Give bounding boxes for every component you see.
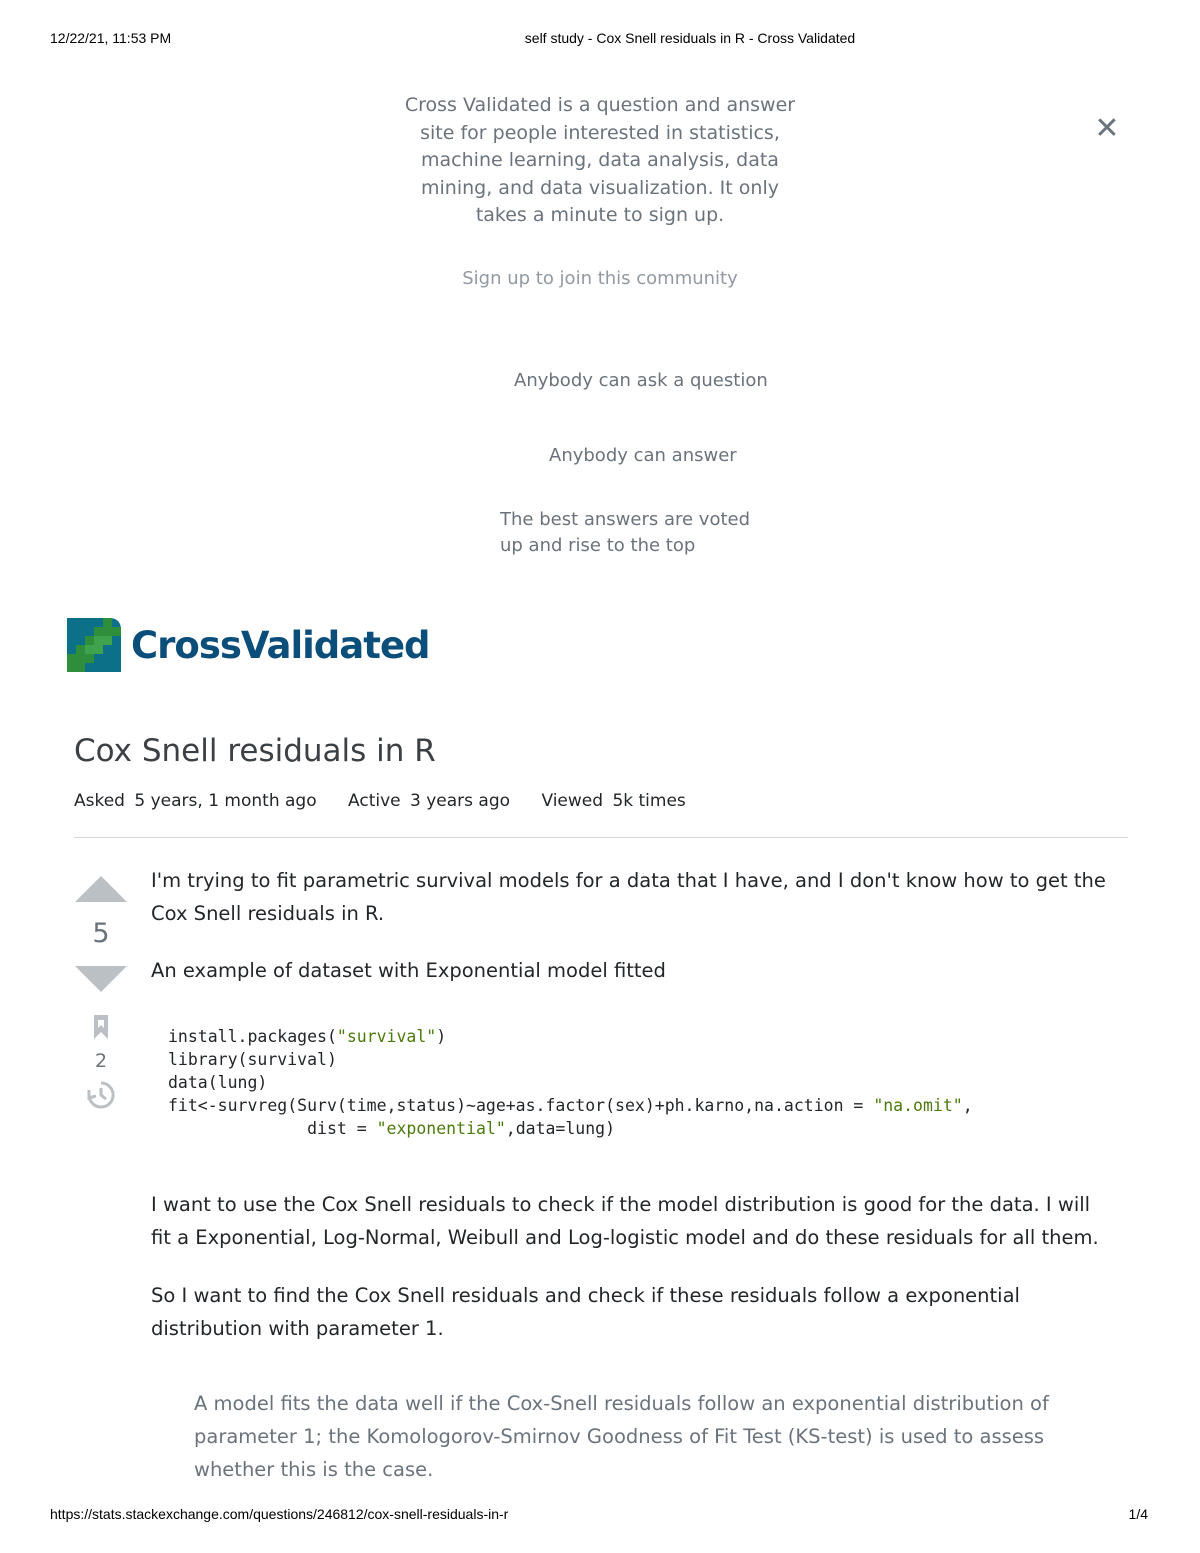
signup-description: Cross Validated is a question and answer site for people interested in statistics, machine learning, data analysis, data mining, and data visualization. It only takes a minute to sign up. [404, 94, 796, 226]
print-datetime: 12/22/21, 11:53 PM [50, 30, 172, 46]
feature-answer: Anybody can answer [549, 445, 737, 466]
close-icon[interactable]: ✕ [1094, 111, 1120, 146]
print-footer [0, 1506, 1200, 1526]
question-meta [74, 791, 712, 811]
viewed-label: Viewed [541, 791, 604, 811]
bookmark-icon[interactable] [93, 1014, 109, 1040]
question-title[interactable]: Cox Snell residuals in R [74, 733, 436, 769]
bookmark-count: 2 [94, 1050, 108, 1072]
body-paragraph-1: I'm trying to fit parametric survival models for a data that I have, and I don't know how to get the Cox Snell residuals in R. [151, 869, 1106, 925]
code-line: install.packages("survival") [168, 1027, 447, 1046]
logo-text: CrossValidated [131, 623, 430, 667]
downvote-icon[interactable] [75, 966, 127, 992]
feature-ask: Anybody can ask a question [514, 370, 768, 391]
body-paragraph-4: So I want to find the Cox Snell residuals and check if these residuals follow a exponential distribution with parameter 1. [151, 1284, 1020, 1340]
print-header [0, 30, 1200, 50]
active-label: Active [348, 791, 401, 811]
code-line: data(lung) [168, 1073, 268, 1092]
vote-count: 5 [92, 918, 110, 949]
signup-banner [0, 92, 1200, 230]
print-page-number: 1/4 [1128, 1506, 1148, 1522]
divider [74, 837, 1128, 838]
feature-voted: The best answers are voted up and rise to the top [500, 509, 751, 556]
asked-label: Asked [74, 791, 125, 811]
cross-validated-logo-icon [67, 618, 121, 672]
active-value[interactable]: 3 years ago [410, 791, 511, 811]
code-line: dist = "exponential",data=lung) [168, 1119, 616, 1138]
print-page-title: self study - Cox Snell residuals in R - Cross Validated [524, 30, 856, 46]
body-paragraph-2: An example of dataset with Exponential model fitted [151, 959, 666, 982]
vote-column [74, 876, 128, 1114]
history-icon[interactable] [86, 1080, 116, 1110]
code-line: fit<-survreg(Surv(time,status)~age+as.factor(sex)+ph.karno,na.action = "na.omit", [168, 1096, 973, 1115]
viewed-value: 5k times [612, 791, 686, 811]
print-url: https://stats.stackexchange.com/questions/246812/cox-snell-residuals-in-r [50, 1506, 509, 1522]
asked-value: 5 years, 1 month ago [134, 791, 317, 811]
signup-link[interactable]: Sign up to join this community [462, 268, 738, 289]
code-block [168, 1025, 973, 1140]
body-paragraph-3: I want to use the Cox Snell residuals to check if the model distribution is good for the data. I will fit a Exponential, Log-Normal, Weibull and Log-logistic model and do these residuals for all them. [151, 1193, 1099, 1249]
site-logo[interactable] [67, 618, 430, 672]
upvote-icon[interactable] [75, 876, 127, 902]
blockquote: A model fits the data well if the Cox-Snell residuals follow an exponential distribution of parameter 1; the Komologorov-Smirnov Goodness of Fit Test (KS-test) is used to assess whether this is the case. [194, 1392, 1049, 1481]
code-line: library(survival) [168, 1050, 337, 1069]
